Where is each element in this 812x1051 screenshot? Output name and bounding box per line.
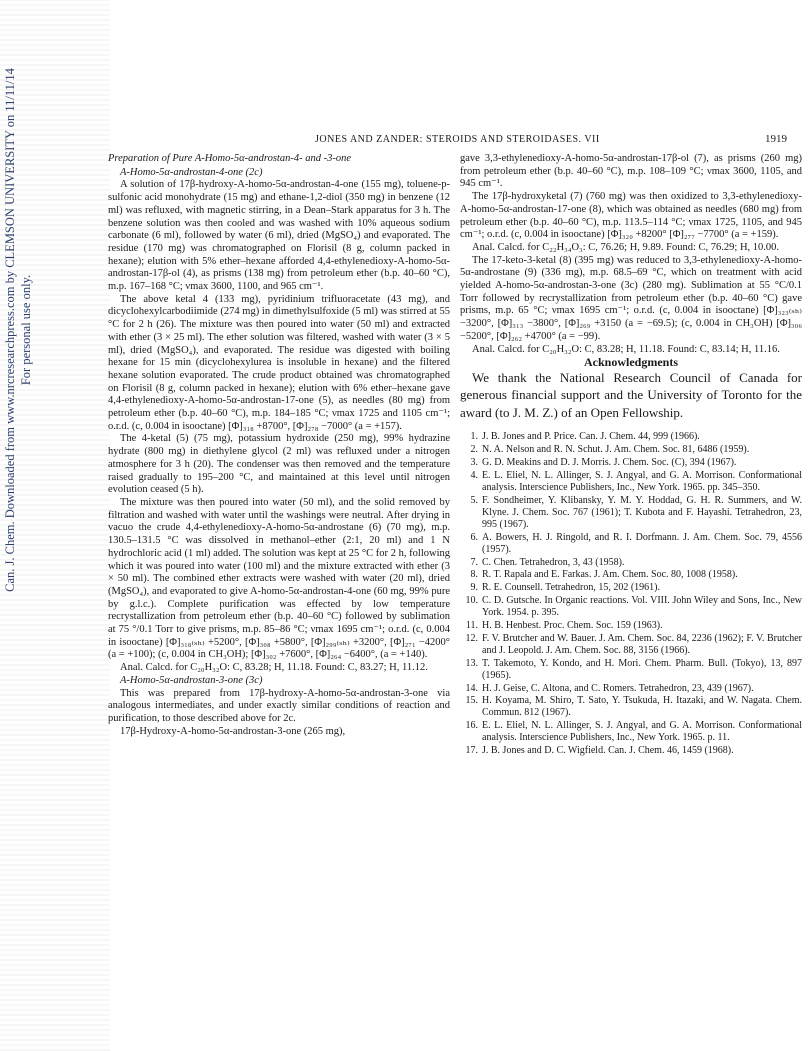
reference-text: F. Sondheimer, Y. Klibansky, Y. M. Y. Hoddad, G. H. R. Summers, and W. Klyne. J. Chem. Soc. 767 (1961); T. Kubota and F. Hayashi. Tetrahedron, 23, 995 (1967). xyxy=(482,494,802,530)
reference-number: 1. xyxy=(470,431,478,443)
reference-number: 4. xyxy=(470,470,478,482)
reference-number: 15. xyxy=(465,695,478,707)
reference-item xyxy=(460,595,802,619)
reference-text: C. Chen. Tetrahedron, 3, 43 (1958). xyxy=(482,556,625,568)
reference-item xyxy=(460,557,802,569)
paragraph: The above ketal 4 (133 mg), pyridinium trifluoracetate (43 mg), and dicyclohexylcarbodiimide (274 mg) in dimethylsulfoxide (5 ml) was stirred at 55 °C for 2 h (26). The mixture was then poured into water (50 ml) and extracted with ether (3 × 25 ml). The ether solution was filtered, washed with water (3 × 5 ml), dried (MgSO₄), and evaporated. The residue was digested with boiling hexane for 15 min (dicyclohexylurea is insoluble in hexane) and the filtered hexane solution evaporated. The crude product obtained was chromatographed on Florisil (8 g, column packed in hexane); elution with 6% ether–hexane gave 4,4-ethylenedioxy-A-homo-5α-androstan-17-one (5), as needles (80 mg) from petroleum ether (b.p. 40–60 °C), m.p. 184–185 °C; νmax 1725 and 1105 cm⁻¹; o.r.d. (c, 0.004 in isooctane) [Φ]₃₁₈ +8700°, [Φ]₂₇₈ −7000° (a = +157). xyxy=(108,293,450,432)
left-column xyxy=(108,153,450,738)
reference-text: A. Bowers, H. J. Ringold, and R. I. Dorfmann. J. Am. Chem. Soc. 79, 4556 (1957). xyxy=(482,531,802,555)
reference-item xyxy=(460,633,802,657)
analysis-paragraph: Anal. Calcd. for C₂₀H₃₂O: C, 83.28; H, 11.18. Found: C, 83.14; H, 11.16. xyxy=(472,343,780,355)
reference-text: H. B. Henbest. Proc. Chem. Soc. 159 (1963). xyxy=(482,620,663,632)
download-watermark xyxy=(2,20,34,640)
reference-item xyxy=(460,457,802,469)
reference-text: R. T. Rapala and E. Farkas. J. Am. Chem. Soc. 80, 1008 (1958). xyxy=(482,569,738,581)
reference-number: 7. xyxy=(470,556,478,568)
paragraph: The 17β-hydroxyketal (7) (760 mg) was then oxidized to 3,3-ethylenedioxy-A-homo-5α-androstan-17-one (8), which was obtained as needles (680 mg) from petroleum ether (b.p. 40–60 °C), m.p. 113.5–114 °C; νmax 1725, 1105, and 945 cm⁻¹; o.r.d. (c, 0.004 in isooctane) [Φ]₃₂₀ +8200° [Φ]₂₇₇ −7700° (a = +159). xyxy=(460,191,802,241)
reference-text: G. D. Meakins and D. J. Morris. J. Chem. Soc. (C), 394 (1967). xyxy=(482,457,737,469)
reference-item xyxy=(460,431,802,443)
paragraph: This was prepared from 17β-hydroxy-A-homo-5α-androstan-3-one via analogous intermediates, and under exactly similar conditions of reaction and purification, to those described above for 2c. xyxy=(108,687,450,724)
paragraph: gave 3,3-ethylenedioxy-A-homo-5α-androstan-17β-ol (7), as prisms (260 mg) from petroleum ether (b.p. 40–60 °C), m.p. 108–109 °C; νmax 3600, 1105, and 945 cm⁻¹. xyxy=(460,153,802,190)
acknowledgments-text: We thank the National Research Council of Canada for generous financial support and the University of Toronto for the award (to J. M. Z.) of an Open Fellowship. xyxy=(460,369,802,420)
subsection-heading: A-Homo-5α-androstan-3-one (3c) xyxy=(120,674,263,686)
reference-item xyxy=(460,444,802,456)
reference-number: 8. xyxy=(470,569,478,581)
reference-item xyxy=(460,495,802,531)
reference-item xyxy=(460,683,802,695)
analysis-paragraph: Anal. Calcd. for C₂₂H₃₄O₃: C, 76.26; H, 9.89. Found: C, 76.29; H, 10.00. xyxy=(472,241,780,253)
reference-text: E. L. Eliel, N. L. Allinger, S. J. Angyal, and G. A. Morrison. Conformational analysis. Interscience Publishers, Inc., New York. 1965. p. 11. xyxy=(482,720,802,744)
watermark-line-2: For personal use only. xyxy=(19,274,33,386)
reference-item xyxy=(460,695,802,719)
reference-text: H. J. Geise, C. Altona, and C. Romers. Tetrahedron, 23, 439 (1967). xyxy=(482,682,754,694)
reference-number: 6. xyxy=(470,531,478,543)
watermark-line-1: Can. J. Chem. Downloaded from www.nrcresearchpress.com by CLEMSON UNIVERSITY on 11/11/14 xyxy=(3,68,17,592)
paragraph: The mixture was then poured into water (50 ml), and the solid removed by filtration and washed with water until the washings were neutral. After drying in vacuo the crude 4,4-ethylenedioxy-A-homo-5α-androstane (6) (70 mg), m.p. 130.5–131.5 °C was dissolved in methanol–ether (2:1, 20 ml) and 1 N hydrochloric acid (1 ml) added. The solution was kept at 25 °C for 2 h, following which it was poured into water (100 ml) and the mixture extracted with ether (3 × 50 ml). The combined ether extracts were washed with water (20 ml), dried (MgSO₄), and evaporated to give A-homo-5α-androstan-4-one (60 mg, 99% pure by g.l.c.). Complete purification was effected by low temperature recrystallization from petroleum ether (b.p. 40–60 °C) followed by sublimation at 75 °/0.1 Torr to give prisms, m.p. 85–86 °C; νmax 1695 cm⁻¹; o.r.d. (c, 0.004 in isooctane) [Φ]₃₁₈₍ₛₕ₎ +5200°, [Φ]₃₀₈ +5800°, [Φ]₂₉₉₍ₛₕ₎ +3200°, [Φ]₂₇₁ −4200° (a = +100); (c, 0.004 in CH₃OH); [Φ]₃₀₂ +7600°, [Φ]₂₆₄ −6400°, (a = +140). xyxy=(108,496,450,661)
reference-text: E. L. Eliel, N. L. Allinger, S. J. Angyal, and G. A. Morrison. Conformational analysis. Interscience Publishers, Inc., New York. 1965. pp. 345–350. xyxy=(482,470,802,494)
reference-text: T. Takemoto, Y. Kondo, and H. Mori. Chem. Pharm. Bull. (Tokyo), 13, 897 (1965). xyxy=(482,657,802,681)
reference-item xyxy=(460,745,802,757)
reference-text: F. V. Brutcher and W. Bauer. J. Am. Chem. Soc. 84, 2236 (1962); F. V. Brutcher and J. Leopold. J. Am. Chem. Soc. 88, 3156 (1966). xyxy=(482,632,802,656)
page-number: 1919 xyxy=(765,133,787,145)
analysis-paragraph: Anal. Calcd. for C₂₀H₃₂O: C, 83.28; H, 11.18. Found: C, 83.27; H, 11.12. xyxy=(120,662,428,674)
reference-list xyxy=(460,431,802,757)
reference-number: 3. xyxy=(470,457,478,469)
reference-number: 9. xyxy=(470,582,478,594)
reference-text: N. A. Nelson and R. N. Schut. J. Am. Chem. Soc. 81, 6486 (1959). xyxy=(482,444,750,456)
reference-item xyxy=(460,532,802,556)
running-head: JONES AND ZANDER: STEROIDS AND STEROIDASES. VII xyxy=(315,134,600,145)
reference-text: C. D. Gutsche. In Organic reactions. Vol. VIII. John Wiley and Sons, Inc., New York. 1954. p. 395. xyxy=(482,595,802,619)
reference-number: 13. xyxy=(465,657,478,669)
reference-text: H. Koyama, M. Shiro, T. Sato, Y. Tsukuda, H. Itazaki, and W. Nagata. Chem. Commun. 812 (1967). xyxy=(482,695,802,719)
reference-text: J. B. Jones and D. C. Wigfield. Can. J. Chem. 46, 1459 (1968). xyxy=(482,745,734,757)
reference-item xyxy=(460,658,802,682)
reference-number: 12. xyxy=(465,632,478,644)
reference-number: 2. xyxy=(470,444,478,456)
reference-number: 14. xyxy=(465,682,478,694)
section-heading: Preparation of Pure A-Homo-5α-androstan-4- and -3-one xyxy=(108,153,351,164)
reference-number: 5. xyxy=(470,494,478,506)
reference-number: 11. xyxy=(465,620,478,632)
reference-text: J. B. Jones and P. Price. Can. J. Chem. 44, 999 (1966). xyxy=(482,431,700,443)
reference-number: 16. xyxy=(465,720,478,732)
reference-item xyxy=(460,582,802,594)
reference-number: 17. xyxy=(465,745,478,757)
subsection-heading: A-Homo-5α-androstan-4-one (2c) xyxy=(120,166,263,178)
reference-item xyxy=(460,569,802,581)
paragraph: A solution of 17β-hydroxy-A-homo-5α-androstan-4-one (155 mg), toluene-p-sulfonic acid monohydrate (15 mg) and ethane-1,2-diol (350 mg) in benzene (12 ml) was refluxed, with magnetic stirring, in a Dean–Stark apparatus for 3 h. The benzene solution was then cooled and was washed with 10% aqueous sodium carbonate (6 ml), followed by water (6 ml), dried (MgSO₄) and evaporated. The residue (170 mg) was chromatographed on Florisil (8 g, column packed in hexane); elution with 5% ether–hexane afforded 4,4-ethylenedioxy-A-homo-5α-androstan-17β-ol (4), as prisms (138 mg) from petroleum ether (b.p. 40–60 °C), m.p. 167–168 °C; νmax 3600, 1100, and 965 cm⁻¹. xyxy=(108,179,450,293)
paragraph: The 17-keto-3-ketal (8) (395 mg) was reduced to 3,3-ethylenedioxy-A-homo-5α-androstane (9) (336 mg), m.p. 68.5–69 °C, which on treatment with acid yielded A-homo-5α-androstan-3-one (3c) (280 mg). Sublimation at 55 °C/0.1 Torr followed by recrystallization from petroleum ether (b.p. 40–60 °C) gave prisms, m.p. 65 °C; νmax 1695 cm⁻¹; o.r.d. (c, 0.004 in isooctane) [Φ]₃₂₃₍ₛₕ₎ −3200°, [Φ]₃₁₃ −3800°, [Φ]₂₆₉ +3150 (a = −69.5); (c, 0.004 in CH₃OH) [Φ]₃₀₆ −5200°, [Φ]₂₆₂ +4700° (a = −99). xyxy=(460,254,802,342)
reference-text: R. E. Counsell. Tetrahedron, 15, 202 (1961). xyxy=(482,582,660,594)
reference-item xyxy=(460,620,802,632)
reference-number: 10. xyxy=(465,595,478,607)
reference-item xyxy=(460,720,802,744)
paragraph: The 4-ketal (5) (75 mg), potassium hydroxide (250 mg), 99% hydrazine hydrate (800 mg) in diethylene glycol (2 ml) was refluxed under a nitrogen atmosphere for 3 h (20). The condenser was then removed and the temperature raised gradually to 195–200 °C, and maintained at this level until nitrogen evolution ceased (5 h). xyxy=(108,433,450,496)
acknowledgments-heading: Acknowledgments xyxy=(583,355,678,370)
right-column xyxy=(460,153,802,758)
reference-item xyxy=(460,470,802,494)
paragraph: 17β-Hydroxy-A-homo-5α-androstan-3-one (265 mg), xyxy=(120,725,346,737)
